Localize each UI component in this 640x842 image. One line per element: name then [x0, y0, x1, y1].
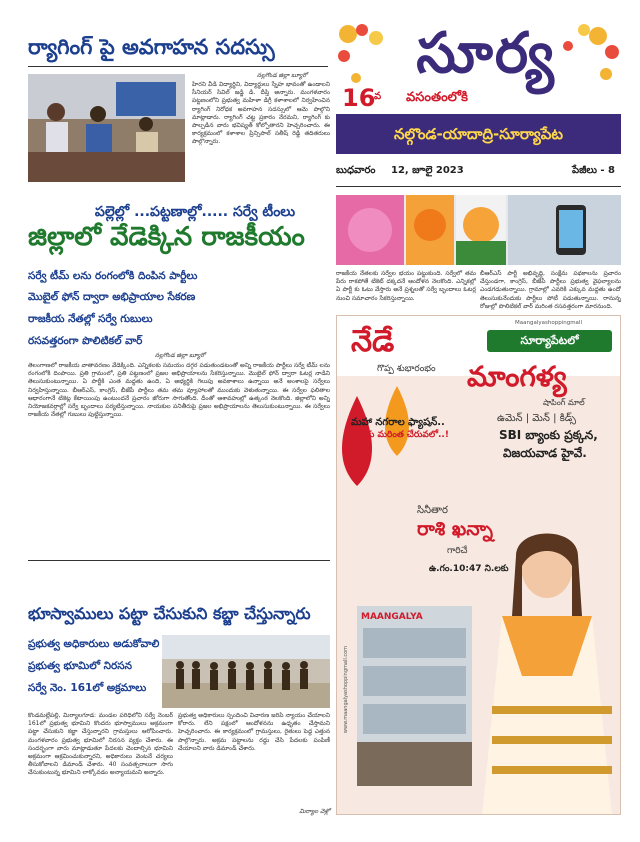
land-dateline: మిర్యాల వెళ్లో [299, 808, 330, 815]
masthead-day: బుధవారం [336, 165, 376, 176]
ad-road: విజయవాడ హైవే. [503, 446, 587, 460]
ad-star-name: రాశి ఖన్నా [417, 518, 493, 540]
survey-subhead-3: రాజకీయ నేతల్లో సర్వే గుబులు [28, 313, 153, 325]
store-window [363, 628, 466, 658]
ad-nede-sub: గొప్ప శుభారంభం [377, 364, 436, 374]
masthead-date-line [336, 164, 621, 178]
land-subhead-2: ప్రభుత్వ భూమిలో నిరసన [28, 660, 133, 672]
maangalya-advertisement[interactable] [336, 315, 621, 815]
ad-nede: నేడే [351, 324, 395, 359]
ad-bank: SBI బ్యాంకు ప్రక్కన, [499, 428, 598, 442]
divider [336, 186, 621, 187]
ad-model-photo [472, 526, 621, 815]
ad-fashion-line-2: మీకు మరింత చేరువలో..! [357, 430, 449, 440]
party-image [336, 195, 621, 265]
store-entrance [357, 742, 472, 786]
ad-location: సూర్యాపేటలో [520, 334, 579, 347]
ad-social-handle: Maangalyashoppingmall [515, 320, 582, 326]
land-subhead-3: సర్వే నెం. 161లో అక్రమాలు [28, 682, 147, 694]
ragging-photo [28, 74, 185, 182]
anniversary-text: వసంతంలోకి [406, 90, 468, 105]
anniversary-number: 16 [342, 84, 376, 112]
divider [28, 66, 328, 67]
ad-star-pre: సినీతార [417, 505, 448, 516]
survey-body-col3: బీఆర్ఎస్ పార్టీ అభివృద్ధి, సంక్షేమ పథకాలను ప్రచారం చేస్తుండగా, కాంగ్రెస్, బీజేపీ పార్టీలు ప్రభుత్వ వైఫల్యాలను ఎండగడుతున్నాయి. గ్రామాల్లో ఎవరికి ఎక్కువ మద్దతు ఉందో తెలుసుకునేందుకు పార్టీలు పోటీ పడుతున్నాయి. రానున్న రోజుల్లో పొలిటికల్ వార్ మరింత రసవత్తరంగా మారనుంది. [480, 270, 621, 310]
survey-body: తెలంగాణలో రాజకీయ వాతావరణం వేడెక్కింది. ఎన్నికలకు సమయం దగ్గర పడుతుండటంతో అన్ని రాజకీయ పార్టీలు సర్వే టీమ్ లను రంగంలోకి దింపాయి. ప్రతి గ్రామంలో, ప్రతి పట్టణంలో ప్రజల అభిప్రాయాలను సేకరిస్తున్నాయి. మొబైల్ ఫోన్ ద్వారా ఓటర్ల నాడిని తెలుసుకుంటున్నాయి. ఏ పార్టీకి ఎంత మద్దతు ఉంది, ఏ అభ్యర్థికి గెలుపు అవకాశాలు ఉన్నాయి అనే అంశాలపై సర్వేలు నిర్వహిస్తున్నాయి. బీఆర్ఎస్, కాంగ్రెస్, బీజేపీ పార్టీలు తమ తమ వ్యూహాలతో ముందుకు వెళుతున్నాయి. ఈ సర్వేల ఫలితాల ఆధారంగానే టికెట్ల కేటాయింపు ఉంటుందనే ప్రచారం జోరుగా సాగుతోంది. దీంతో ఆశావహుల్లో ఉత్కంఠ నెలకొంది. జిల్లాలోని అన్ని నియోజకవర్గాల్లో సర్వే బృందాలు పర్యటిస్తున్నాయి. నాయకుల పనితీరుపై ప్రజల అభిప్రాయాలను తెలుసుకుంటున్నాయి. ఈ సర్వేలు రాజకీయ నేతల్లో గుబులు పుట్టిస్తున్నాయి. [28, 362, 330, 419]
ragging-headline: ర్యాగింగ్ పై అవగాహన సదస్సు [28, 35, 275, 59]
masthead-page: పేజీలు - 8 [571, 165, 615, 176]
survey-headline: జిల్లాలో వేడెక్కిన రాజకీయం [28, 222, 305, 252]
land-protest-photo [162, 635, 330, 708]
ragging-body: హిరని వీడి విద్యార్థిని, విద్యార్థులు స్నేహ భావంతో ఉండాలని సీనియర్ సివిల్ జడ్జి డి. దీప్తి అన్నారు. మంగళవారం పట్టణంలోని ప్రభుత్వ మహిళా డిగ్రీ కళాశాలలో నిర్వహించిన ర్యాగింగ్ నిరోధక అవగాహన సదస్సులో ఆమె పాల్గొని మాట్లాడారు. ర్యాగింగ్ చట్ట ప్రకారం నేరమని, ర్యాగింగ్ కు పాల్పడిన వారు భవిష్యత్ కోల్పోతారని హెచ్చరించారు. ఈ కార్యక్రమంలో కళాశాల ప్రిన్సిపాల్ సతీష్ రెడ్డి తదితరులు పాల్గొన్నారు. [192, 81, 330, 146]
ad-website: www.maangalyashoppingmall.com [343, 646, 349, 734]
land-headline: భూస్వాములు పట్టా చేసుకుని కబ్జా చేస్తున్నారు [28, 604, 311, 623]
ad-chief: గారిచే [447, 546, 468, 556]
anniversary-suffix: వ [374, 91, 382, 102]
anniversary-badge [336, 84, 621, 112]
land-body-col2: ప్రభుత్వ అధికారులు స్పందించి విచారణ జరిపి న్యాయం చేయాలని కోరారు. లేని పక్షంలో ఆందోళనను ఉధృతం చేస్తామని హెచ్చరించారు. ఈ కార్యక్రమంలో గ్రామస్తులు, రైతులు పెద్ద ఎత్తున పాల్గొన్నారు. అక్రమ పట్టాలను రద్దు చేసి పేదలకు పంపిణీ చేయాలని వారు డిమాండ్ చేశారు. [178, 712, 330, 752]
store-window [363, 666, 466, 696]
land-body: కొండమల్లేపల్లి, మిర్యాలగూడ: మండల పరిధిలోని సర్వే నెంబర్ 161లో ప్రభుత్వ భూమిని కొందరు భూస్వాములు అక్రమంగా పట్టా చేసుకుని కబ్జా చేస్తున్నారని గ్రామస్తులు ఆరోపించారు. మంగళవారం ప్రభుత్వ భూమిలో నిరసన వ్యక్తం చేశారు. ఈ సందర్భంగా వారు మాట్లాడుతూ పేదలకు చెందాల్సిన భూమిని అక్రమంగా ఆక్రమించుకున్నారని, అధికారులు వెంటనే చర్యలు తీసుకోవాలని డిమాండ్ చేశారు. 40 సంవత్సరాలుగా సాగు చేసుకుంటున్న భూమిని లాక్కోవడం అన్యాయమని అన్నారు. [28, 712, 173, 777]
edition-name: నల్గొండ-యాదాద్రి-సూర్యాపేట [393, 125, 563, 143]
ad-brand: మాంగళ్య [467, 360, 567, 393]
ad-store-building [357, 606, 472, 786]
ragging-dateline: నల్లగొండ జిల్లా బ్యూరో [256, 72, 308, 79]
ad-store-name: MAANGALYA [361, 612, 423, 622]
ad-time: ఉ.గం.10:47 ని.లకు [429, 564, 509, 574]
survey-subhead-1: సర్వే టీమ్ లను రంగంలోకి దింపిన పార్టీలు [28, 270, 198, 282]
masthead-title: సూర్య [416, 20, 556, 86]
divider [28, 560, 330, 561]
survey-kicker: పల్లెల్లో ...పట్టణాల్లో..... సర్వే టీంలు [94, 204, 296, 220]
survey-subhead-4: రసవత్తరంగా పొలిటికల్ వార్ [28, 335, 143, 347]
masthead-date: 12, జూలై 2023 [390, 165, 464, 176]
land-subhead-1: ప్రభుత్వ అధికారులు అడుకోవాలి [28, 638, 160, 650]
masthead [336, 22, 621, 184]
store-window [363, 704, 466, 734]
survey-body-col2: రాజకీయ నేతలకు సర్వేల భయం పట్టుకుంది. సర్వేలో తమ పేరు రాకపోతే టికెట్ దక్కదనే ఆందోళన నెలకొంది. ఎన్నికల్లో ఏ పార్టీ కు ఓటు వేస్తారు అనే ప్రశ్నలతో సర్వే బృందాలు ఓటర్ల నుంచి సమాచారం సేకరిస్తున్నాయి. [336, 270, 476, 302]
survey-dateline: నల్లగొండ జిల్లా బ్యూరో [154, 352, 206, 359]
survey-subhead-2: మొబైల్ ఫోన్ ద్వారా అభిప్రాయాల సేకరణ [28, 291, 196, 303]
ad-fashion-line-1: మహా నగరాల ఫ్యాషన్.. [351, 417, 445, 428]
ad-brand-sub: షాపింగ్ మాల్ [543, 398, 585, 407]
ad-categories: ఉమెన్ | మెన్ | కిడ్స్ [497, 413, 576, 424]
edition-bar [336, 114, 621, 154]
ad-location-badge [487, 330, 612, 352]
